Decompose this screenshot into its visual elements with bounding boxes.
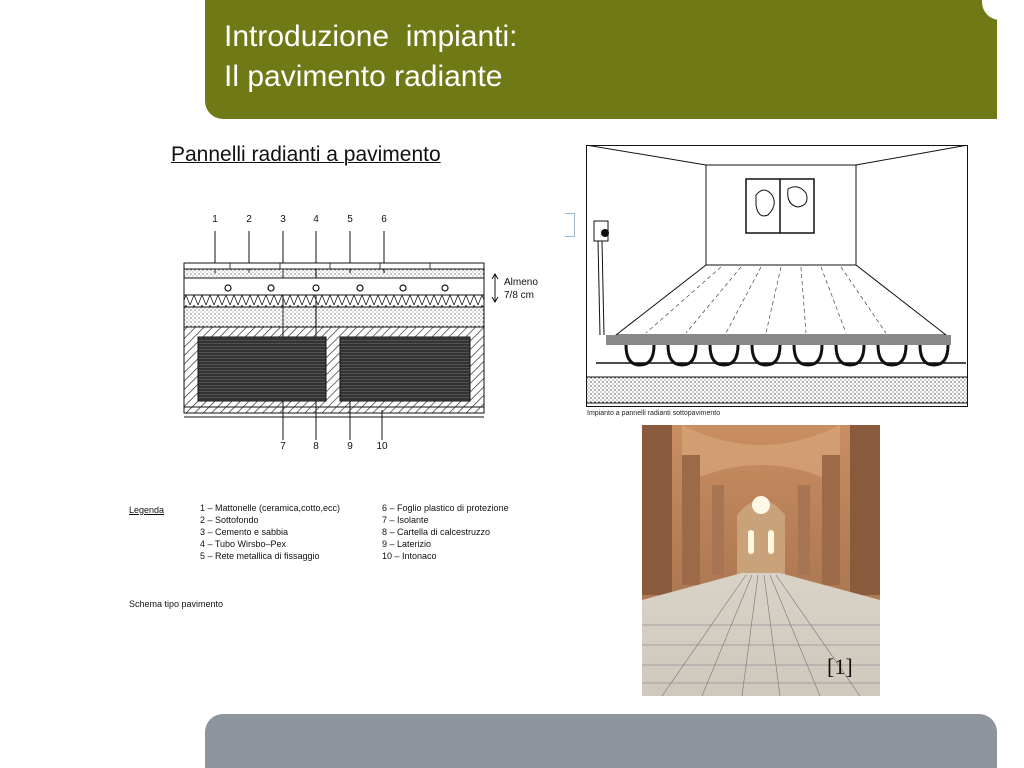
diagram-title: Pannelli radianti a pavimento [171, 143, 441, 166]
room-illustration [586, 145, 968, 407]
reference-marker: [1] [827, 654, 853, 679]
label-number-5: 5 [347, 214, 353, 225]
legend-item: 5 – Rete metallica di fissaggio [200, 551, 320, 561]
floor-section-diagram [170, 225, 500, 445]
label-number-10: 10 [376, 441, 388, 452]
legend-item: 4 – Tubo Wirsbo–Pex [200, 539, 287, 549]
slide-title: Introduzione impianti: Il pavimento radiante [224, 20, 518, 93]
schema-label: Schema tipo pavimento [129, 599, 224, 609]
legend-left-column [200, 502, 340, 562]
bracket-icon [565, 213, 575, 237]
label-number-8: 8 [313, 441, 319, 452]
dimension-label: Almeno 7/8 cm [504, 277, 538, 301]
label-number-7: 7 [280, 441, 286, 452]
room-caption: Impianto a pannelli radianti sottopavimento [587, 410, 721, 417]
legend-item: 3 – Cemento e sabbia [200, 527, 289, 537]
legend-item: 1 – Mattonelle (ceramica,cotto,ecc) [200, 503, 341, 513]
legend-title: Legenda [129, 505, 165, 515]
legend-item: 10 – Intonaco [382, 551, 437, 561]
legend-item: 9 – Laterizio [382, 539, 432, 549]
label-number-4: 4 [313, 214, 319, 225]
legend-item: 8 – Cartella di calcestruzzo [382, 527, 491, 537]
footer-bar [205, 714, 997, 768]
label-number-9: 9 [347, 441, 353, 452]
label-number-6: 6 [381, 214, 387, 225]
legend-item: 7 – Isolante [382, 515, 429, 525]
label-number-3: 3 [280, 214, 286, 225]
legend-item: 6 – Foglio plastico di protezione [382, 503, 509, 513]
legend-item: 2 – Sottofondo [200, 515, 259, 525]
legend-right-column [382, 502, 509, 562]
label-number-2: 2 [246, 214, 252, 225]
label-number-1: 1 [212, 214, 218, 225]
